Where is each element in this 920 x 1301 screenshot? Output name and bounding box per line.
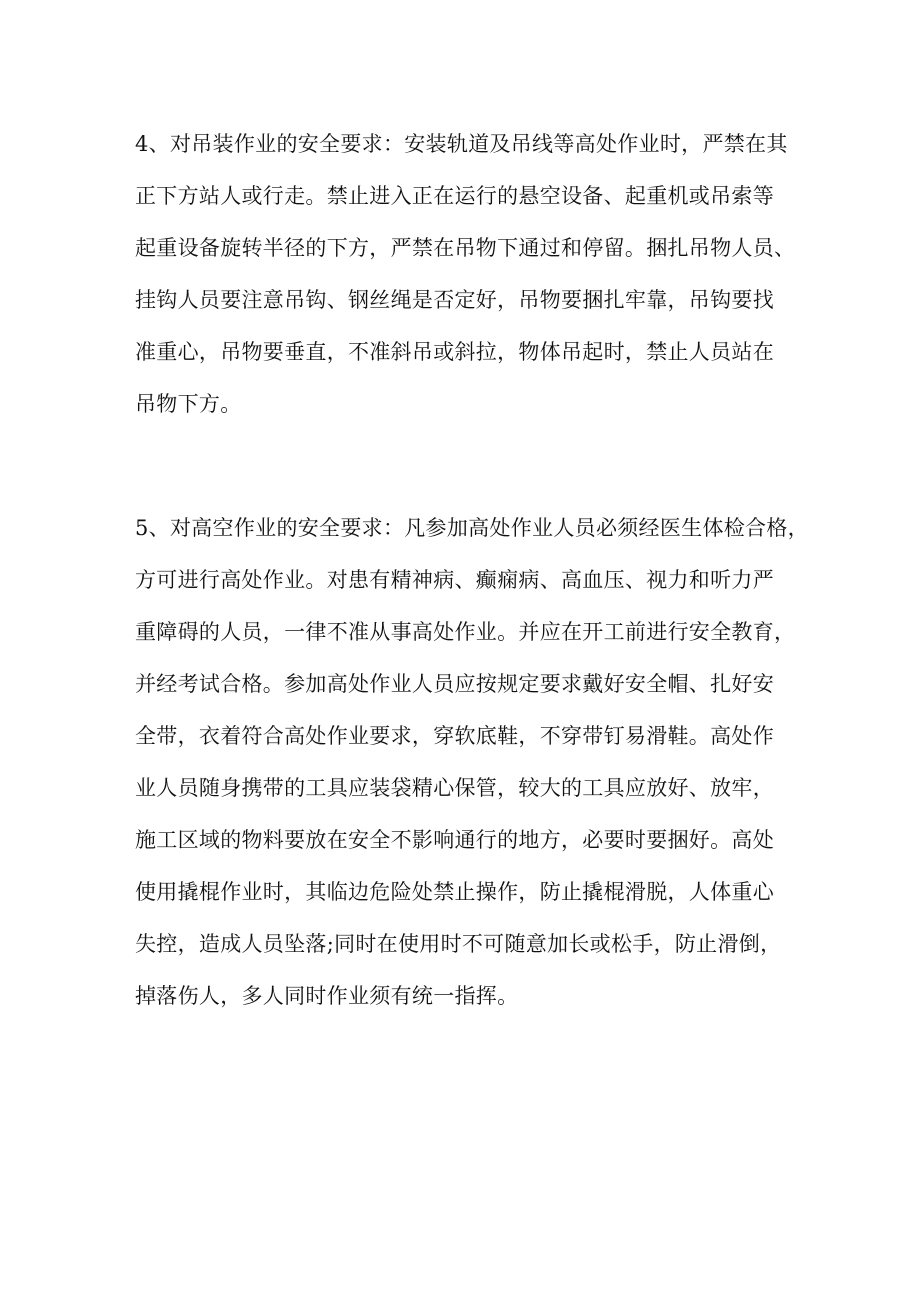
paragraph-lifting-safety [135,118,815,430]
text-line: 方可进行高处作业。对患有精神病、癫痫病、高血压、视力和听力严 [135,568,774,592]
text-line: 准重心，吊物要垂直，不准斜吊或斜拉，物体吊起时，禁止人员站在 [135,340,774,364]
text-line: 失控，造成人员坠落;同时在使用时不可随意加长或松手，防止滑倒， [135,932,782,956]
text-line: 起重设备旋转半径的下方，严禁在吊物下通过和停留。捆扎吊物人员、 [135,236,796,260]
text-line: 施工区域的物料要放在安全不影响通行的地方，必要时要捆好。高处 [135,828,774,852]
text-line: 使用撬棍作业时，其临边危险处禁止操作，防止撬棍滑脱，人体重心 [135,880,774,904]
text-line: 吊物下方。 [135,392,242,416]
paragraph-work-at-height-safety [135,502,815,1022]
text-line: 业人员随身携带的工具应装袋精心保管，较大的工具应放好、放牢， [135,776,774,800]
text-line: 挂钩人员要注意吊钩、钢丝绳是否定好，吊物要捆扎牢靠，吊钩要找 [135,288,774,312]
text-line: 掉落伤人，多人同时作业须有统一指挥。 [135,984,519,1008]
text-line: 4、对吊装作业的安全要求：安装轨道及吊线等高处作业时，严禁在其 [135,132,788,156]
text-line: 正下方站人或行走。禁止进入正在运行的悬空设备、起重机或吊索等 [135,184,774,208]
text-line: 重障碍的人员，一律不准从事高处作业。并应在开工前进行安全教育， [135,620,796,644]
text-line: 全带，衣着符合高处作业要求，穿软底鞋，不穿带钉易滑鞋。高处作 [135,724,774,748]
text-line: 并经考试合格。参加高处作业人员应按规定要求戴好安全帽、扎好安 [135,672,774,696]
text-line: 5、对高空作业的安全要求：凡参加高处作业人员必须经医生体检合格， [135,516,809,540]
